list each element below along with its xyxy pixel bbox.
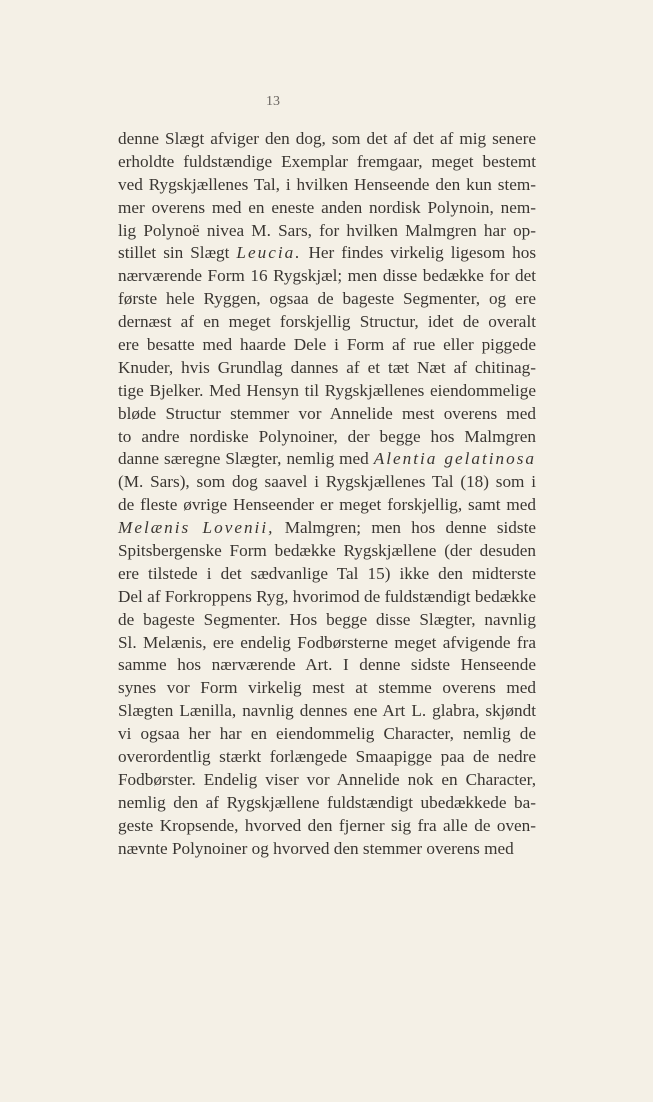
text-line: ere besatte med haarde Dele i Form af rue eller piggede [118, 335, 536, 355]
text-line: de fleste øvrige Henseender er meget forskjellig, samt med [118, 495, 536, 515]
text-line: samme hos nærværende Art. I denne sidste Henseende [118, 655, 536, 675]
text-line: tige Bjelker. Med Hensyn til Rygskjællenes eiendommelige [118, 380, 536, 400]
text-segment: Her findes virkelig ligesom hos [301, 243, 537, 263]
text-line: Slægten Lænilla, navnlig dennes ene Art L. glabra, skjøndt [118, 701, 536, 721]
text-line: dernæst af en meget forskjellig Structur, idet de overalt [118, 312, 536, 332]
text-line: bløde Structur stemmer vor Annelide mest overens med [118, 403, 536, 423]
text-segment: stillet sin Slægt [118, 243, 237, 263]
text-line: erholdte fuldstændige Exemplar fremgaar, meget bestemt [118, 151, 536, 171]
text-line: nævnte Polynoiner og hvorved den stemmer overens med [118, 838, 514, 858]
text-line: Del af Forkroppens Ryg, hvorimod de fuldstændigt bedække [118, 586, 536, 606]
text-line: Sl. Melænis, ere endelig Fodbørsterne meget afvigende fra [118, 632, 536, 652]
text-segment: danne særegne Slægter, nemlig med [118, 449, 374, 469]
text-line: nemlig den af Rygskjællene fuldstændigt ubedækkede ba- [118, 792, 536, 812]
text-line: nærværende Form 16 Rygskjæl; men disse bedække for det [118, 266, 536, 286]
text-line: Fodbørster. Endelig viser vor Annelide nok en Character, [118, 769, 536, 789]
text-line: geste Kropsende, hvorved den fjerner sig fra alle de oven- [118, 815, 536, 835]
text-line: (M. Sars), som dog saavel i Rygskjællenes Tal (18) som i [118, 472, 536, 492]
text-line: to andre nordiske Polynoiner, der begge hos Malmgren [118, 426, 536, 446]
text-line: overordentlig stærkt forlængede Smaapigge paa de nedre [118, 747, 536, 767]
text-line: Spitsbergenske Form bedække Rygskjællene (der desuden [118, 541, 536, 561]
text-line: synes vor Form virkelig mest at stemme overens med [118, 678, 536, 698]
page-number: 13 [266, 94, 280, 109]
text-line: de bageste Segmenter. Hos begge disse Slægter, navnlig [118, 609, 536, 629]
text-line: lig Polynoë nivea M. Sars, for hvilken Malmgren har op- [118, 220, 536, 240]
text-line: denne Slægt afviger den dog, som det af det af mig senere [118, 129, 536, 148]
taxon-name: Melænis Lovenii, [118, 518, 275, 538]
text-line [118, 517, 536, 540]
text-line: vi ogsaa her har en eiendommelig Character, nemlig de [118, 724, 536, 744]
text-segment: Malmgren; men hos denne sidste [274, 518, 536, 538]
text-line [118, 448, 536, 471]
text-line [118, 242, 536, 265]
body-text [118, 128, 536, 861]
text-line: ved Rygskjællenes Tal, i hvilken Henseende den kun stem- [118, 174, 536, 194]
text-line: mer overens med en eneste anden nordisk Polynoin, nem- [118, 197, 536, 217]
taxon-name: Leucia. [236, 243, 302, 263]
taxon-name: Alentia gelatinosa [373, 449, 536, 469]
text-line: ere tilstede i det sædvanlige Tal 15) ikke den midterste [118, 563, 536, 583]
text-line: første hele Ryggen, ogsaa de bageste Segmenter, og ere [118, 289, 536, 309]
text-line: Knuder, hvis Grundlag dannes af et tæt Næt af chitinag- [118, 357, 536, 377]
